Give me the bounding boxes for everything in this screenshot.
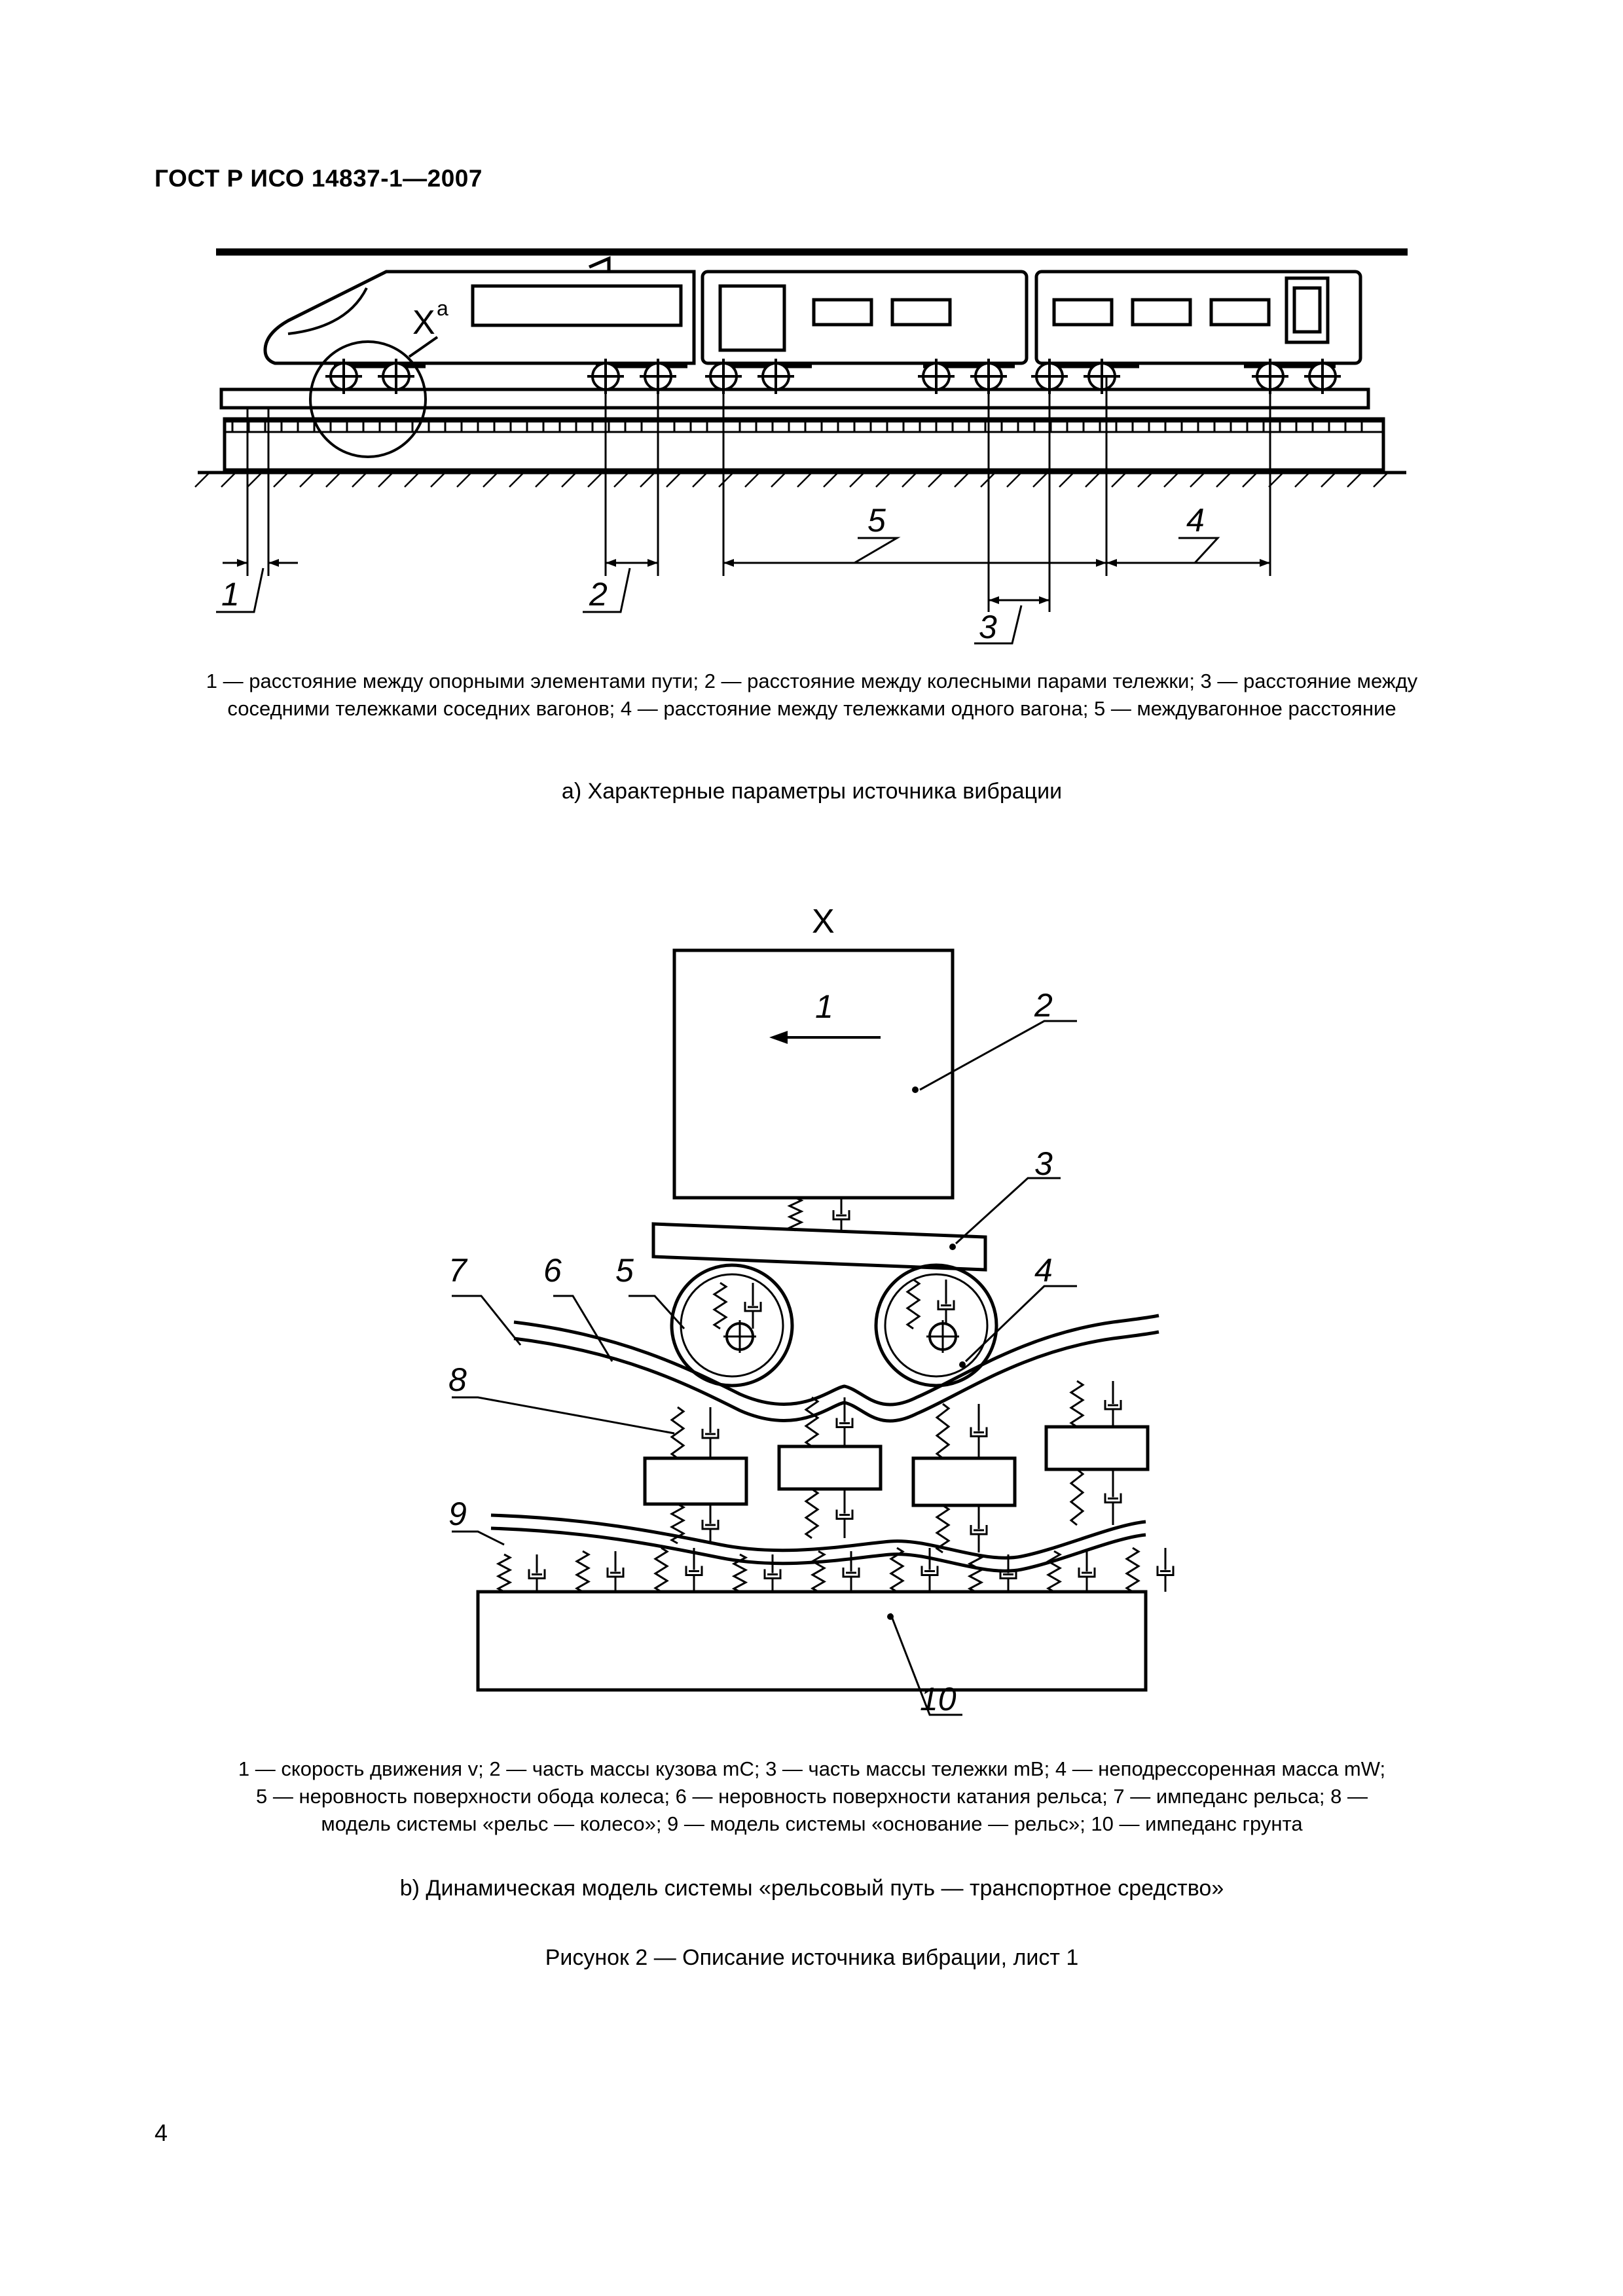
figure-a-legend: 1 — расстояние между опорными элементами пути; 2 — расстояние между колесными парами тележки; 3 — расстояние между соседними тележками соседних вагонов; 4 — расстояние между тележками одного вагона; 5 — междувагонное расстояние	[206, 670, 1418, 720]
callout-a-5: 5	[867, 502, 886, 539]
detail-x-label: X	[412, 304, 435, 342]
callout-b-9: 9	[448, 1496, 467, 1532]
callout-b-3: 3	[1034, 1145, 1053, 1182]
callout-b-5: 5	[615, 1252, 634, 1289]
callout-b-6: 6	[543, 1252, 562, 1289]
callout-a-4: 4	[1186, 502, 1205, 539]
callout-a-3: 3	[979, 609, 997, 645]
figure-a-train-diagram	[0, 0, 1623, 668]
callout-b-1: 1	[815, 988, 833, 1025]
page-number: 4	[155, 2119, 168, 2146]
figure-b-legend-line-3: модель системы «рельс — колесо»; 9 — модель системы «основание — рельс»; 10 — импеданс грунта	[321, 1812, 1303, 1835]
figure-b-legend-line-2: 5 — неровность поверхности обода колеса; 6 — неровность поверхности катания рельса; 7 — импеданс рельса; 8 —	[256, 1785, 1368, 1808]
figure-b-caption: b) Динамическая модель системы «рельсовый путь — транспортное средство»	[399, 1876, 1224, 1901]
callout-b-2: 2	[1034, 987, 1053, 1024]
callout-b-8: 8	[448, 1361, 467, 1398]
figure-b-title: X	[812, 903, 835, 941]
callout-b-4: 4	[1034, 1252, 1053, 1289]
callout-a-1: 1	[221, 576, 240, 613]
document-header: ГОСТ Р ИСО 14837-1—2007	[155, 165, 483, 192]
figure-a-caption: a) Характерные параметры источника вибрации	[561, 779, 1063, 804]
figure-caption: Рисунок 2 — Описание источника вибрации, лист 1	[545, 1945, 1079, 1970]
figure-b-legend-line-1: 1 — скорость движения v; 2 — часть массы кузова mC; 3 — часть массы тележки mB; 4 — неподрессоренная масса mW;	[238, 1757, 1386, 1780]
figure-b-dynamic-model	[0, 877, 1623, 1728]
callout-b-10: 10	[920, 1681, 957, 1717]
callout-a-2: 2	[589, 576, 608, 613]
callout-b-7: 7	[448, 1252, 467, 1289]
detail-x-sup: a	[437, 296, 448, 320]
